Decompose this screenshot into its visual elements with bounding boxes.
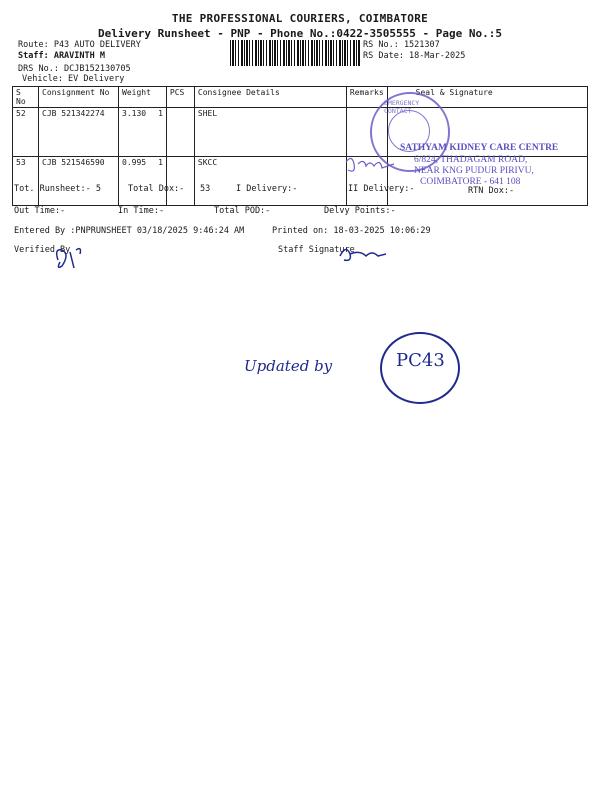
cell-sno: 53 (13, 157, 39, 206)
pc-stamp-code: PC43 (396, 350, 445, 371)
col-seal: Seal & Signature (387, 87, 587, 108)
vehicle-field: Vehicle: EV Delivery (22, 74, 125, 84)
cell-sno: 52 (13, 108, 39, 157)
verifier-signature (52, 242, 97, 272)
total-dox-value: 53 (200, 184, 211, 194)
out-time: Out Time:- (14, 206, 66, 216)
rs-no-field: RS No.: 1521307 (363, 40, 440, 50)
total-pod: Total POD:- (214, 206, 271, 216)
drs-field: DRS No.: DCJB152130705 (18, 64, 131, 74)
cell-weight (119, 157, 167, 206)
clinic-stamp-line1: SATHYAM KIDNEY CARE CENTRE (400, 143, 559, 153)
document-subtitle: Delivery Runsheet - PNP - Phone No.:0422-3505555 - Page No.:5 (98, 27, 502, 40)
tot-runsheet: Tot. Runsheet:- 5 (14, 184, 101, 194)
ii-delivery: II Delivery:- (348, 184, 415, 194)
delvy-points: Delvy Points:- (324, 206, 396, 216)
printed-on: Printed on: 18-03-2025 10:06:29 (272, 226, 431, 236)
cell-pcs-value: 1 (158, 109, 163, 118)
staff-signature-mark (336, 242, 388, 266)
in-time: In Time:- (118, 206, 165, 216)
document-title: THE PROFESSIONAL COURIERS, COIMBATORE (171, 12, 429, 25)
clinic-stamp-line2: 6/824, THADAGAM ROAD, (414, 155, 528, 165)
receiver-signature (342, 152, 397, 176)
cell-weight (119, 108, 167, 157)
verified-by: Verified By (14, 245, 71, 255)
col-consignee: Consignee Details (194, 87, 346, 108)
cell-weight-value: 0.995 (122, 158, 147, 167)
table-header-row (13, 87, 588, 108)
col-weight: Weight (119, 87, 167, 108)
i-delivery: I Delivery:- (236, 184, 298, 194)
staff-signature: Staff Signature (278, 245, 355, 255)
route-field: Route: P43 AUTO DELIVERY (18, 40, 141, 50)
cell-pcs-value: 1 (158, 158, 163, 167)
barcode (230, 40, 360, 66)
col-consignment: Consignment No (39, 87, 119, 108)
total-dox-label: Total Dox:- (128, 184, 185, 194)
col-pcs: PCS (166, 87, 194, 108)
cell-pcs (166, 108, 194, 157)
rs-date-field: RS Date: 18-Mar-2025 (363, 51, 466, 61)
emergency-seal-text: EMERGENCY CONTACT (384, 99, 420, 115)
cell-consignment: CJB 521342274 (39, 108, 119, 157)
rtn-dox: RTN Dox:- (468, 186, 515, 196)
clinic-stamp-line4: COIMBATORE - 641 108 (420, 177, 521, 187)
col-sno: S No (13, 87, 39, 108)
updated-by-note: Updated by (244, 357, 333, 375)
staff-field: Staff: ARAVINTH M (18, 51, 105, 61)
clinic-stamp-line3: NEAR KNG PUDUR PIRIVU, (414, 166, 534, 176)
cell-weight-value: 3.130 (122, 109, 147, 118)
col-remarks: Remarks (346, 87, 387, 108)
cell-consignee: SKCC (194, 157, 346, 206)
cell-consignment: CJB 521546590 (39, 157, 119, 206)
cell-pcs (166, 157, 194, 206)
entered-by: Entered By :PNPRUNSHEET 03/18/2025 9:46:24 AM (14, 226, 245, 236)
cell-consignee: SHEL (194, 108, 346, 157)
